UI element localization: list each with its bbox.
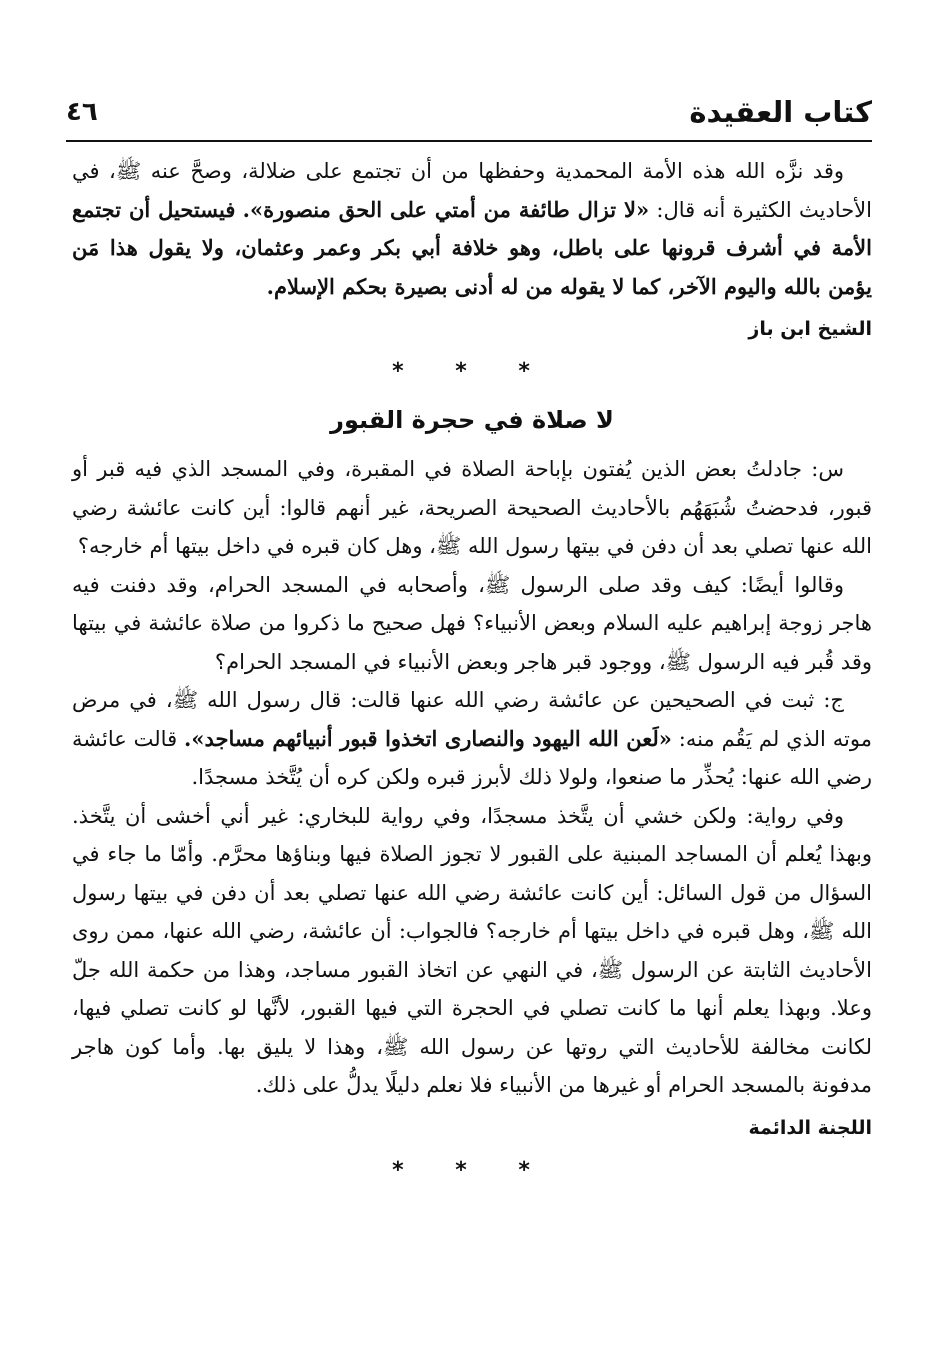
page-content (72, 152, 872, 1191)
separator-stars: * * * (392, 359, 552, 384)
book-title: كتاب العقيدة (689, 95, 872, 129)
answer-paragraph-1 (72, 681, 872, 797)
intro-text-end: فيستحيل أن تجتمع الأمة في أشرف قرونها على باطل، وهو خلافة أبي بكر وعمر وعثمان، ولا يقول هذا مَن يؤمن بالله واليوم الآخر، كما لا يقوله من له أدنى بصيرة بحكم الإسلام. (72, 196, 872, 299)
question-paragraph-2: وقالوا أيضًا: كيف وقد صلى الرسول ﷺ، وأصحابه في المسجد الحرام، وقد دفنت فيه هاجر زوجة إبراهيم عليه السلام وبعض الأنبياء؟ فهل صحيح ما ذكروا من صلاة عائشة في بيتها وقد قُبر فيه الرسول ﷺ، ووجود قبر هاجر وبعض الأنبياء في المسجد الحرام؟ (72, 572, 872, 674)
answer-hadith-quote: «لَعن الله اليهود والنصارى اتخذوا قبور أنبيائهم مساجد». (184, 725, 672, 751)
page-header (66, 92, 872, 142)
separator-stars-bottom: * * * (392, 1157, 552, 1183)
answer-paragraph-2: وفي رواية: ولكن خشي أن يتَّخذ مسجدًا، وفي رواية للبخاري: غير أني أخشى أن يتَّخذ. وبهذا يُعلم أن المساجد المبنية على القبور لا تجوز الصلاة فيها وبناؤها محرَّم. وأمّا ما جاء في السؤال من قول السائل: أين كانت عائشة رضي الله عنها تصلي بعد أن دفن في بيتها رسول الله ﷺ، وهل قبره في داخل بيتها أم خارجه؟ فالجواب: أن عائشة، رضي الله عنها، ممن روى الأحاديث الثابتة عن الرسول ﷺ، في النهي عن اتخاذ القبور مساجد، وهذا من حكمة الله جلّ وعلا. وبهذا يعلم أنها ما كانت تصلي في الحجرة التي فيها القبور، لأنَّها لو كانت تصلي فيها، لكانت مخالفة للأحاديث التي روتها عن رسول الله ﷺ، وهذا لا يليق بها. وأما كون هاجر مدفونة بالمسجد الحرام أو غيرها من الأنبياء فلا نعلم دليلًا يدلُّ على ذلك. (72, 803, 872, 1097)
intro-paragraph (72, 152, 872, 306)
page-number: ٤٦ (66, 97, 98, 127)
intro-hadith-quote: «لا تزال طائفة من أمتي على الحق منصورة». (242, 196, 650, 222)
answer-text-start: ج: ثبت في الصحيحين عن عائشة رضي الله عنها قالت: قال رسول الله ﷺ، في مرض موته الذي لم يَقُم منه: (72, 688, 872, 751)
answer-text-end: قالت عائشة رضي الله عنها: يُحذِّر ما صنعوا، ولولا ذلك لأبرز قبره ولكن كره أن يُتَّخذ مسجدًا. (72, 726, 872, 789)
section-title: لا صلاة في حجرة القبور (330, 406, 614, 434)
section-author: اللجنة الدائمة (748, 1116, 872, 1139)
question-paragraph-1: س: جادلتُ بعض الذين يُفتون بإباحة الصلاة في المقبرة، وفي المسجد الذي فيه قبر أو قبور، فدحضتُ شُبَهَهُم بالأحاديث الصحيحة الصريحة، غير أنهم قالوا: أين كانت عائشة رضي الله عنها تصلي بعد أن دفن في بيتها رسول الله ﷺ، وهل كان قبره في داخل بيتها أم خارجه؟ (72, 457, 872, 558)
header-divider (66, 140, 872, 142)
intro-author: الشيخ ابن باز (748, 318, 872, 340)
intro-text-start: وقد نزَّه الله هذه الأمة المحمدية وحفظها من أن تجتمع على ضلالة، وصحَّ عنه ﷺ، في الأحاديث الكثيرة أنه قال: (72, 159, 872, 222)
